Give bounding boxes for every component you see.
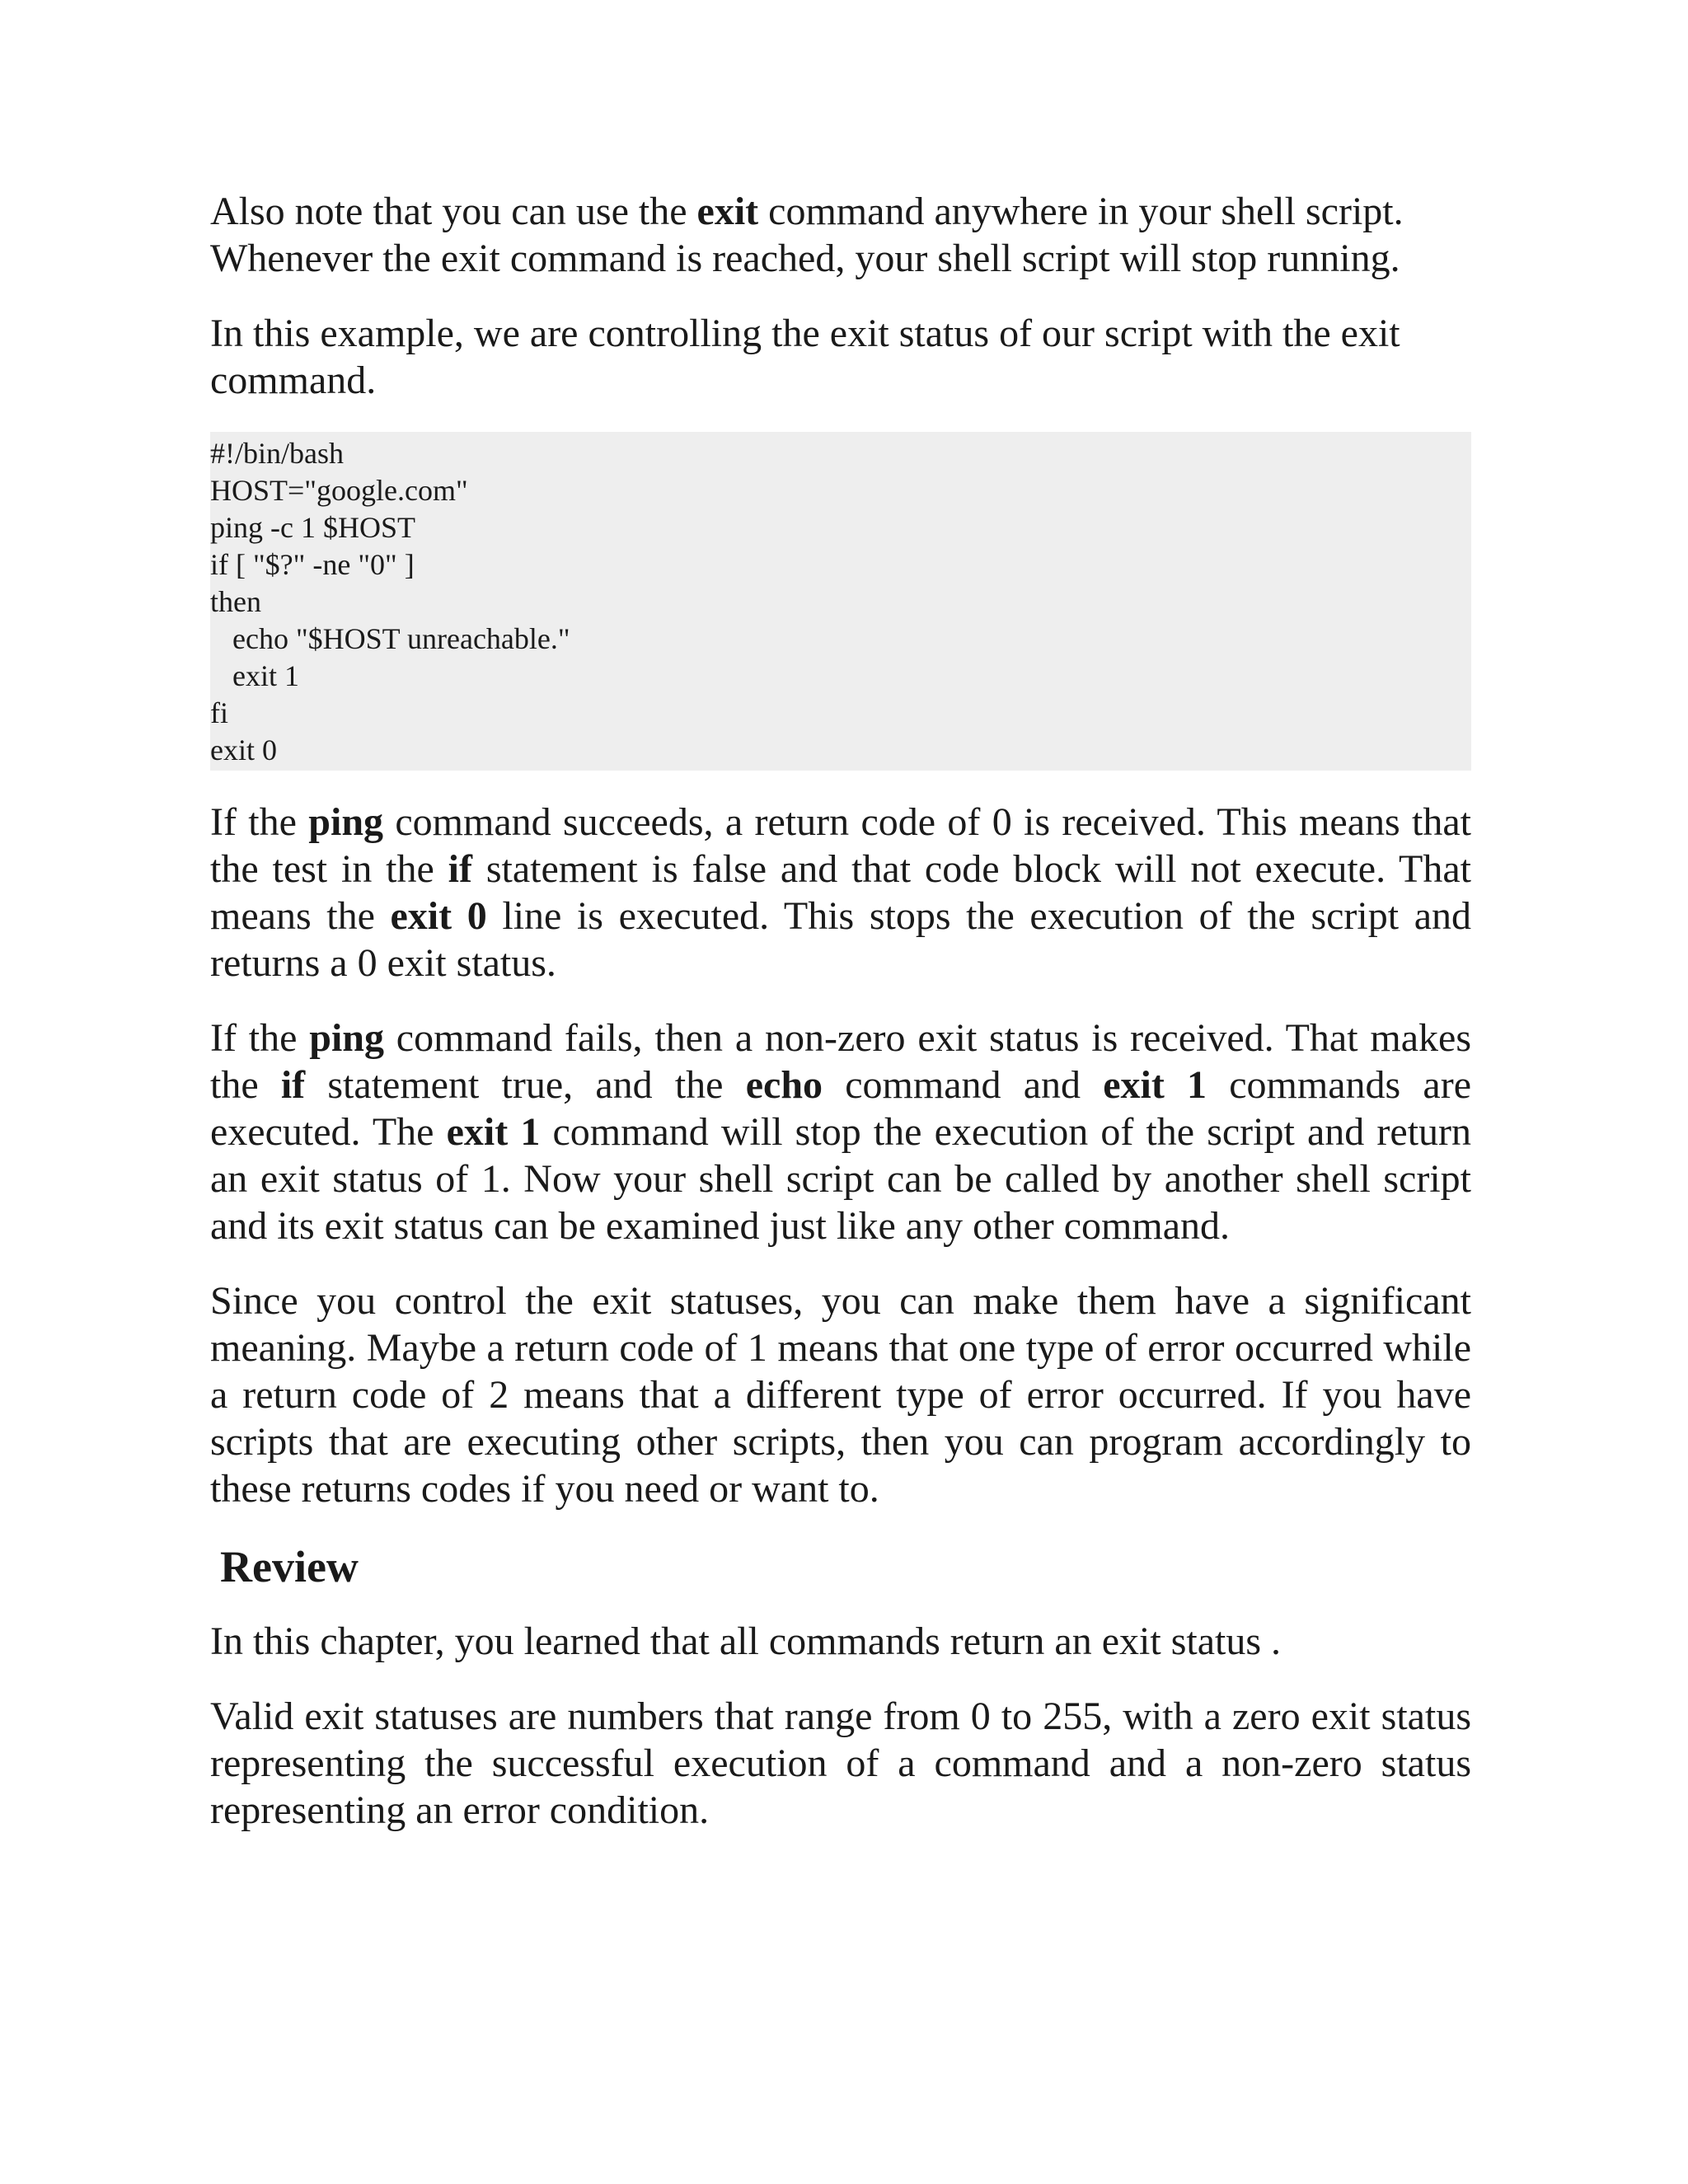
code-line: echo "$HOST unreachable.": [210, 622, 570, 655]
bold-term-ping: ping: [308, 800, 384, 844]
code-line: exit 1: [210, 659, 299, 692]
text-run: command fails, then a non-zero exit status is received. That makes the: [210, 1016, 1472, 1107]
section-heading-review: Review: [220, 1542, 359, 1591]
bold-term-if: if: [448, 847, 472, 891]
paragraph-ping-fails: [210, 1015, 1471, 1249]
code-line: ping -c 1 $HOST: [210, 511, 415, 544]
text-run: If the: [210, 1016, 310, 1060]
code-line: #!/bin/bash: [210, 437, 344, 470]
bold-term-exit-1: exit 1: [1103, 1063, 1207, 1107]
text-run: If the: [210, 800, 309, 844]
paragraph-example-intro: In this example, we are controlling the exit status of our script with the exit command.: [210, 312, 1400, 402]
bold-term-exit-0: exit 0: [390, 894, 487, 938]
bold-term-if: if: [280, 1063, 306, 1107]
text-run: command will stop the execution of the script and return an exit status of 1. Now your shell script can be called by another shell script and its exit status can be examined just like any other command.: [210, 1110, 1472, 1248]
code-line: then: [210, 585, 261, 618]
text-run: command succeeds, a return code of 0 is received. This means that the test in the: [210, 800, 1471, 891]
text-run: commands are executed. The: [210, 1063, 1472, 1154]
text-run: command and: [823, 1063, 1104, 1107]
bold-term-exit-1: exit 1: [446, 1110, 541, 1154]
paragraph-review-summary: In this chapter, you learned that all commands return an exit status .: [210, 1619, 1282, 1663]
text-run: Also note that you can use the: [210, 190, 697, 233]
code-line: if [ "$?" -ne "0" ]: [210, 548, 415, 581]
bold-term-ping: ping: [309, 1016, 384, 1060]
code-line: exit 0: [210, 733, 277, 766]
code-line: fi: [210, 696, 228, 729]
text-run: line is executed. This stops the execution of the script and returns a 0 exit status.: [210, 894, 1472, 985]
paragraph-control-statuses: Since you control the exit statuses, you can make them have a significant meaning. Maybe a return code of 1 means that one type of error occurred while a return code of 2 means that a different type of error occurred. If you have scripts that are executing other scripts, then you can program accordingly to these returns codes if you need or want to.: [210, 1279, 1471, 1511]
code-block: [210, 432, 1471, 771]
bold-term-echo: echo: [745, 1063, 823, 1107]
paragraph-exit-anywhere: [210, 188, 1471, 282]
text-run: command anywhere in your shell script.: [758, 190, 1404, 233]
paragraph-ping-succeeds: [210, 799, 1471, 987]
bold-term-exit: exit: [696, 190, 759, 233]
text-run: statement is false and that code block will not execute. That means the: [210, 847, 1472, 938]
text-run: statement true, and the: [305, 1063, 746, 1107]
text-run: Whenever the exit command is reached, your shell script will stop running.: [210, 237, 1400, 280]
code-line: HOST="google.com": [210, 474, 468, 507]
document-page: [210, 188, 1471, 1862]
paragraph-valid-statuses: Valid exit statuses are numbers that range from 0 to 255, with a zero exit status representing the successful execution of a command and a non-zero status representing an error condition.: [210, 1694, 1471, 1832]
